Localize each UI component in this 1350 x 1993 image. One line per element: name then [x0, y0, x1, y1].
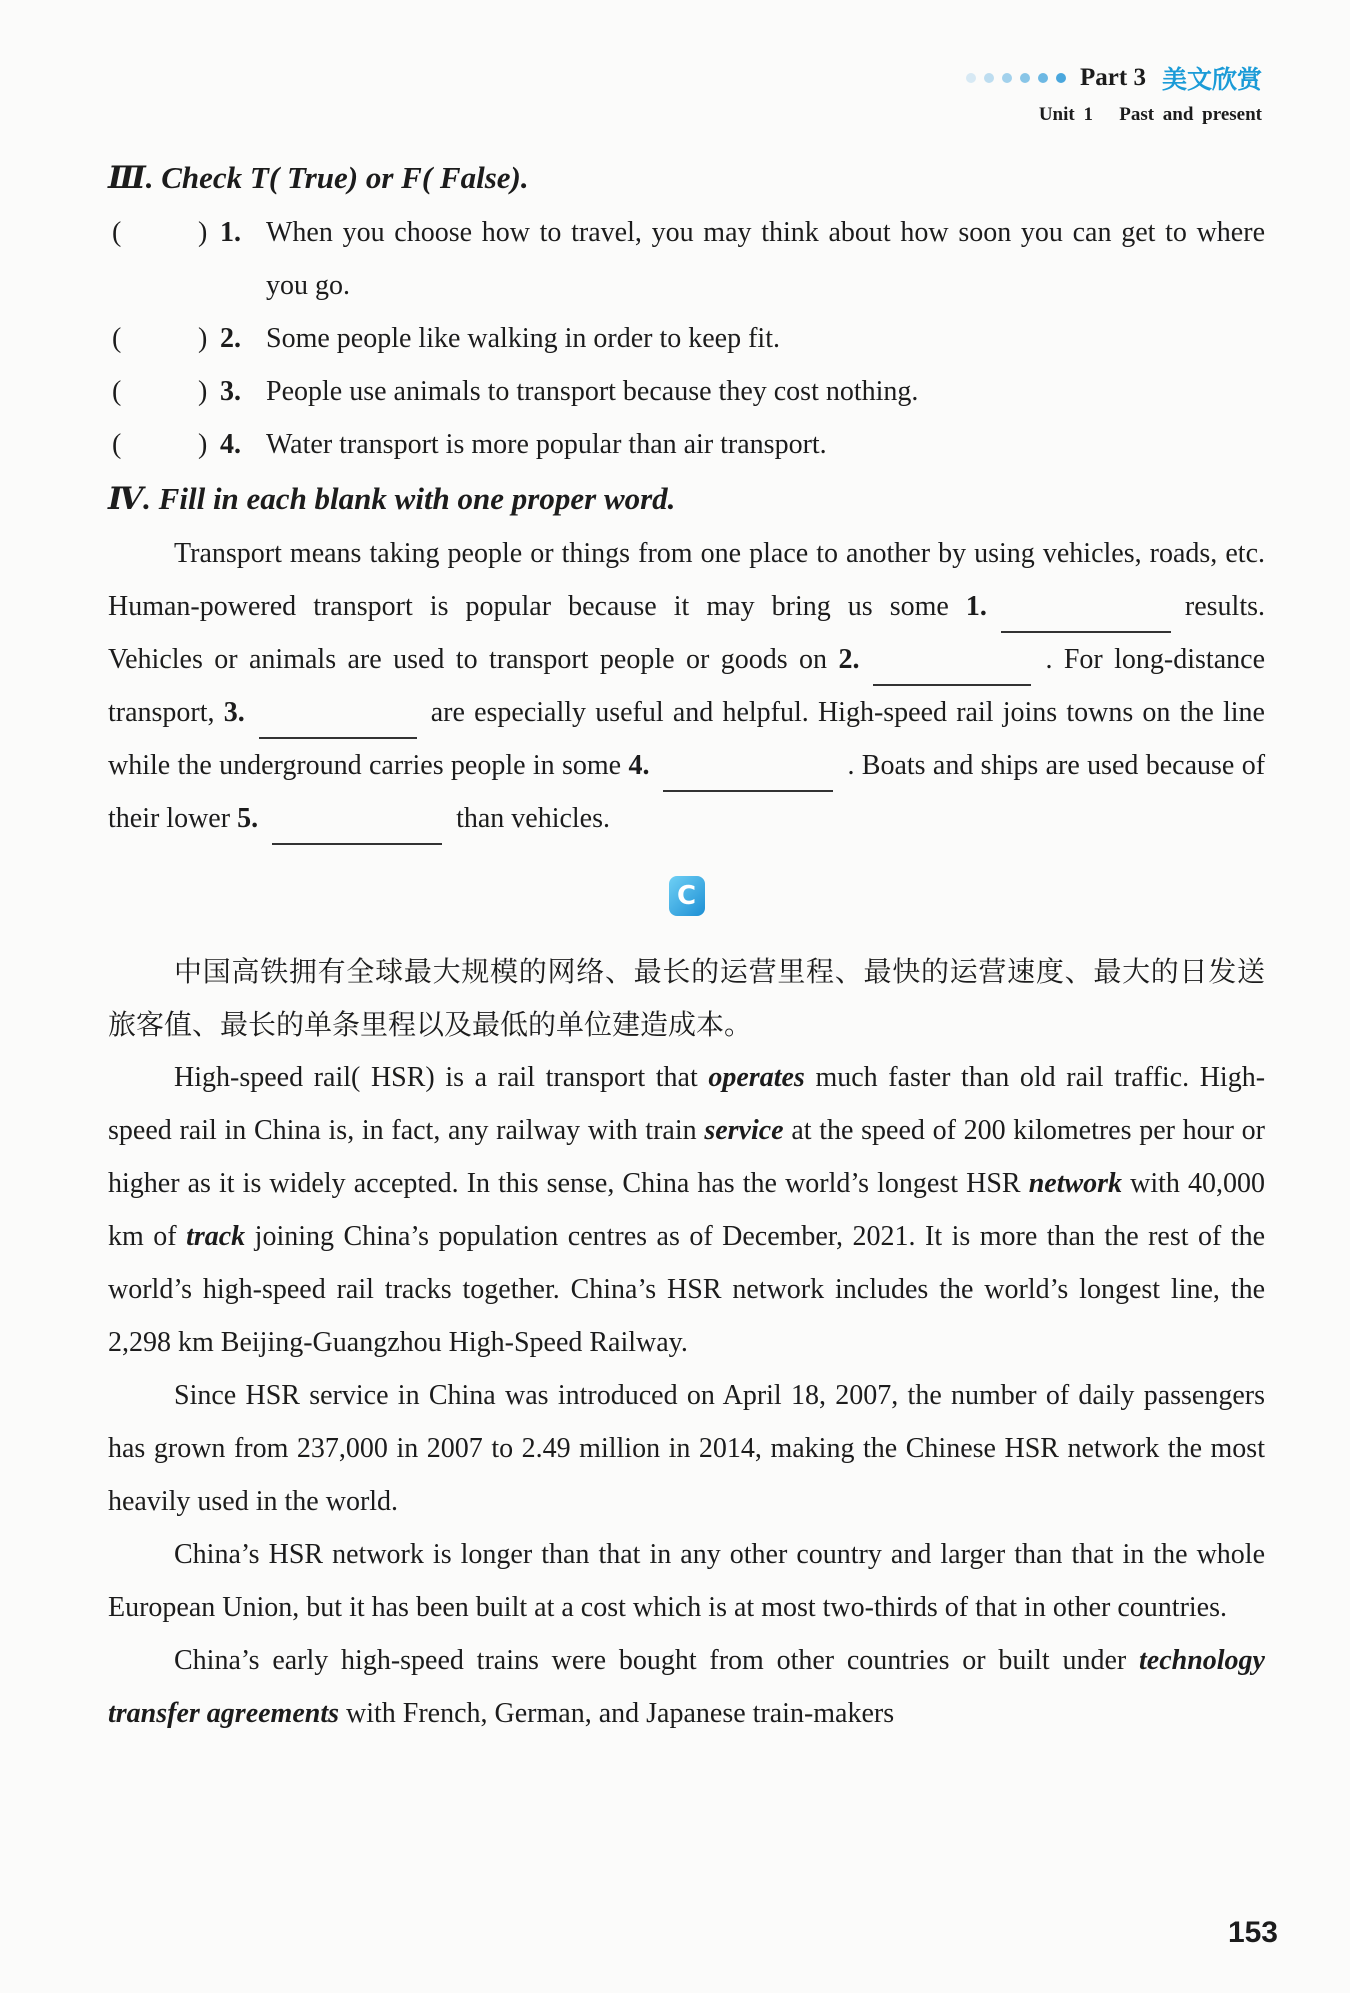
paragraph-text: High-speed rail( HSR) is a rail transport that	[174, 1062, 698, 1093]
paragraph-text: at the speed of 200 kilometres per hour or higher as it is widely accepted. In this sense, China has the world’s longest HSR	[108, 1115, 1265, 1199]
keyword: technology transfer agreements	[108, 1645, 1265, 1729]
passage-text: than vehicles.	[456, 803, 611, 834]
reading-paragraph: China’s HSR network is longer than that in any other country and larger than that in the whole European Union, but it has been built at a cost which is at most two-thirds of that in other countries.	[108, 1539, 1265, 1623]
unit-title: Past and present	[1119, 104, 1262, 125]
item-number: 1.	[220, 217, 241, 248]
item-number: 4.	[220, 429, 241, 460]
answer-paren-open[interactable]: (	[112, 376, 122, 407]
item-text: People use animals to transport because they cost nothing.	[266, 376, 919, 407]
tf-item	[108, 206, 1265, 312]
blank-5[interactable]	[272, 807, 442, 845]
passage-text: . For long-distance transport,	[108, 644, 1265, 728]
answer-paren-close: )	[198, 376, 208, 407]
part-label: Part 3	[1080, 64, 1146, 91]
passage-text: Transport means taking people or things from one place to another by using vehicles, roads, etc. Human-powered transport is popular because it may bring us some	[108, 538, 1265, 622]
part-title-cn: 美文欣赏	[1161, 65, 1262, 94]
blank-2[interactable]	[873, 648, 1031, 686]
paragraph-text: China’s early high-speed trains were bought from other countries or built under	[174, 1645, 1127, 1676]
main-content	[108, 150, 1265, 1740]
passage-text: are especially useful and helpful. High-speed rail joins towns on the line while the underground carries people in some	[108, 697, 1265, 781]
blank-number: 1.	[965, 591, 987, 622]
paragraph-text: much faster than old rail traffic. High-speed rail in China is, in fact, any railway with train	[108, 1062, 1266, 1146]
answer-paren-close: )	[198, 323, 208, 354]
blank-number: 5.	[237, 803, 259, 834]
reading-paragraph	[108, 1634, 1265, 1740]
section-3-heading: Ⅲ. Check T( True) or F( False).	[108, 160, 529, 195]
keyword: network	[1028, 1168, 1123, 1199]
reading-paragraph: Since HSR service in China was introduced on April 18, 2007, the number of daily passengers has grown from 237,000 in 2007 to 2.49 million in 2014, making the Chinese HSR network the most heavily used in the world.	[108, 1380, 1265, 1517]
reading-paragraph	[108, 1051, 1265, 1369]
answer-paren-open[interactable]: (	[112, 323, 122, 354]
keyword: service	[704, 1115, 784, 1146]
blank-3[interactable]	[259, 701, 417, 739]
tf-item	[108, 312, 1265, 365]
running-header	[966, 60, 1262, 126]
fill-in-passage	[108, 527, 1265, 845]
page-number: 153	[1227, 1916, 1278, 1949]
paragraph-text: joining China’s population centres as of December, 2021. It is more than the rest of the world’s high-speed rail tracks together. China’s HSR network includes the world’s longest line, the 2,298 km Beijing-Guangzhou High-Speed Railway.	[108, 1221, 1266, 1358]
paragraph-text: with French, German, and Japanese train-makers	[346, 1698, 895, 1729]
unit-label: Unit 1	[1038, 104, 1093, 125]
section-4-heading: Ⅳ. Fill in each blank with one proper word.	[108, 481, 676, 516]
passage-text: results. Vehicles or animals are used to transport people or goods on	[108, 591, 1266, 675]
tf-item	[108, 418, 1265, 471]
answer-paren-open[interactable]: (	[112, 429, 122, 460]
tf-item	[108, 365, 1265, 418]
answer-paren-close: )	[198, 429, 208, 460]
section-c-marker	[108, 845, 1265, 945]
item-text: Water transport is more popular than air transport.	[266, 429, 827, 460]
decorative-dots-icon	[966, 73, 1066, 83]
keyword: operates	[708, 1062, 805, 1093]
section-c-badge: C	[669, 876, 705, 916]
answer-paren-open[interactable]: (	[112, 217, 122, 248]
answer-paren-close: )	[198, 217, 208, 248]
blank-4[interactable]	[663, 754, 833, 792]
item-text: Some people like walking in order to keep fit.	[266, 323, 780, 354]
blank-1[interactable]	[1001, 595, 1171, 633]
item-number: 2.	[220, 323, 241, 354]
blank-number: 4.	[628, 750, 650, 781]
item-text: When you choose how to travel, you may think about how soon you can get to where you go.	[266, 217, 1265, 301]
item-number: 3.	[220, 376, 241, 407]
passage-text: . Boats and ships are used because of their lower	[108, 750, 1266, 834]
blank-number: 3.	[223, 697, 245, 728]
keyword: track	[186, 1221, 246, 1252]
blank-number: 2.	[838, 644, 860, 675]
chinese-intro: 中国高铁拥有全球最大规模的网络、最长的运营里程、最快的运营速度、最大的日发送旅客值、最长的单条里程以及最低的单位建造成本。	[108, 955, 1265, 1041]
unit-subtitle	[966, 104, 1262, 126]
paragraph-text: with 40,000 km of	[108, 1168, 1266, 1252]
